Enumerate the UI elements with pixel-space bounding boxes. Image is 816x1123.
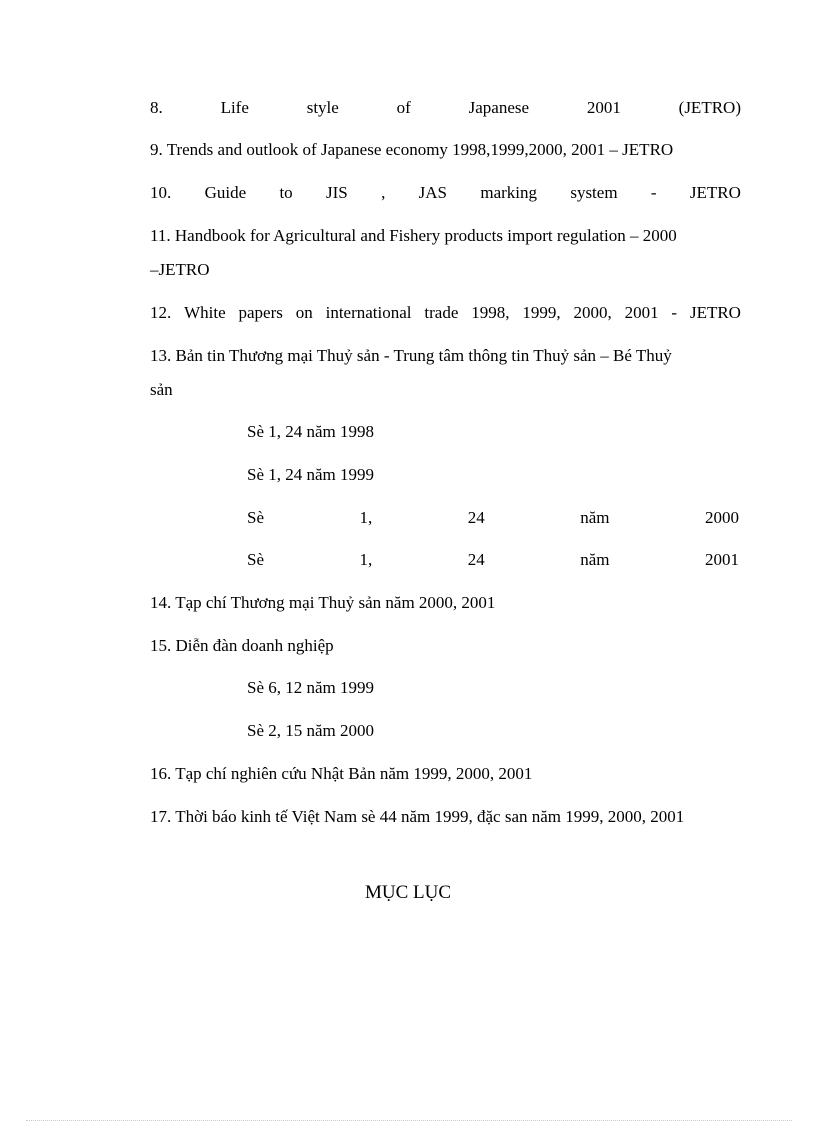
ref10-part: to (279, 183, 293, 202)
reference-item-17: 17. Thời báo kinh tế Việt Nam sè 44 năm 1999, đặc san năm 1999, 2000, 2001 (150, 807, 685, 826)
ref12-part: international (325, 303, 412, 322)
ref10-part: , (381, 183, 386, 202)
reference-item-8 (150, 97, 741, 119)
ref10-part: 10. (150, 183, 172, 202)
ref8-part: of (396, 98, 411, 117)
reference-item-16: 16. Tạp chí nghiên cứu Nhật Bản năm 1999, 2000, 2001 (150, 764, 533, 783)
ref10-part: JETRO (689, 183, 741, 202)
ref12-part: White (184, 303, 226, 322)
ref12-part: trade (424, 303, 459, 322)
issue-2000-part: 1, (359, 508, 373, 527)
ref10-part: JAS (418, 183, 448, 202)
reference-item-13-issue-1998: Sè 1, 24 năm 1998 (247, 422, 375, 441)
issue-2001-part: 24 (467, 550, 485, 569)
ref12-part: on (295, 303, 313, 322)
reference-item-10 (150, 182, 741, 204)
ref10-part: - (650, 183, 657, 202)
page-bottom-divider (26, 1120, 792, 1121)
reference-item-15-issue-1999: Sè 6, 12 năm 1999 (247, 678, 375, 697)
reference-item-13-line1: 13. Bản tin Thương mại Thuỷ sản - Trung tâm thông tin Thuỷ sản – Bé Thuỷ (150, 346, 672, 365)
reference-item-15-issue-2000: Sè 2, 15 năm 2000 (247, 721, 375, 740)
ref10-part: Guide (204, 183, 247, 202)
ref12-part: 1999, (522, 303, 561, 322)
ref12-part: JETRO (689, 303, 741, 322)
ref8-part: Japanese (468, 98, 530, 117)
reference-item-11-line1: 11. Handbook for Agricultural and Fishery products import regulation – 2000 (150, 226, 677, 245)
issue-2000-part: 2000 (704, 508, 739, 527)
reference-item-15: 15. Diễn đàn doanh nghiệp (150, 636, 334, 655)
ref10-part: JIS (326, 183, 348, 202)
ref8-part: Life (220, 98, 249, 117)
issue-2001-part: 2001 (704, 550, 739, 569)
reference-item-11-line2: –JETRO (150, 260, 210, 279)
table-of-contents-heading: MỤC LỤC (364, 882, 452, 903)
reference-item-12 (150, 302, 741, 324)
reference-item-14: 14. Tạp chí Thương mại Thuỷ sản năm 2000, 2001 (150, 593, 496, 612)
ref12-part: - (671, 303, 678, 322)
issue-2000-part: Sè (247, 508, 264, 527)
issue-2001-part: Sè (247, 550, 264, 569)
ref12-part: 1998, (471, 303, 510, 322)
reference-item-13-issue-2001 (247, 549, 739, 571)
ref8-part: (JETRO) (678, 98, 741, 117)
reference-item-9: 9. Trends and outlook of Japanese economy 1998,1999,2000, 2001 – JETRO (150, 140, 674, 159)
issue-2000-part: năm (580, 508, 610, 527)
ref10-part: system (570, 183, 618, 202)
ref12-part: 2000, (573, 303, 612, 322)
ref10-part: marking (480, 183, 537, 202)
ref12-part: 2001 (624, 303, 659, 322)
reference-item-13-line2: sản (150, 380, 173, 399)
ref12-part: papers (238, 303, 283, 322)
issue-2001-part: 1, (359, 550, 373, 569)
issue-2000-part: 24 (467, 508, 485, 527)
reference-item-13-issue-1999: Sè 1, 24 năm 1999 (247, 465, 375, 484)
ref8-part: 2001 (586, 98, 621, 117)
ref8-part: 8. (150, 98, 163, 117)
issue-2001-part: năm (580, 550, 610, 569)
ref12-part: 12. (150, 303, 172, 322)
ref8-part: style (306, 98, 339, 117)
reference-item-13-issue-2000 (247, 507, 739, 529)
